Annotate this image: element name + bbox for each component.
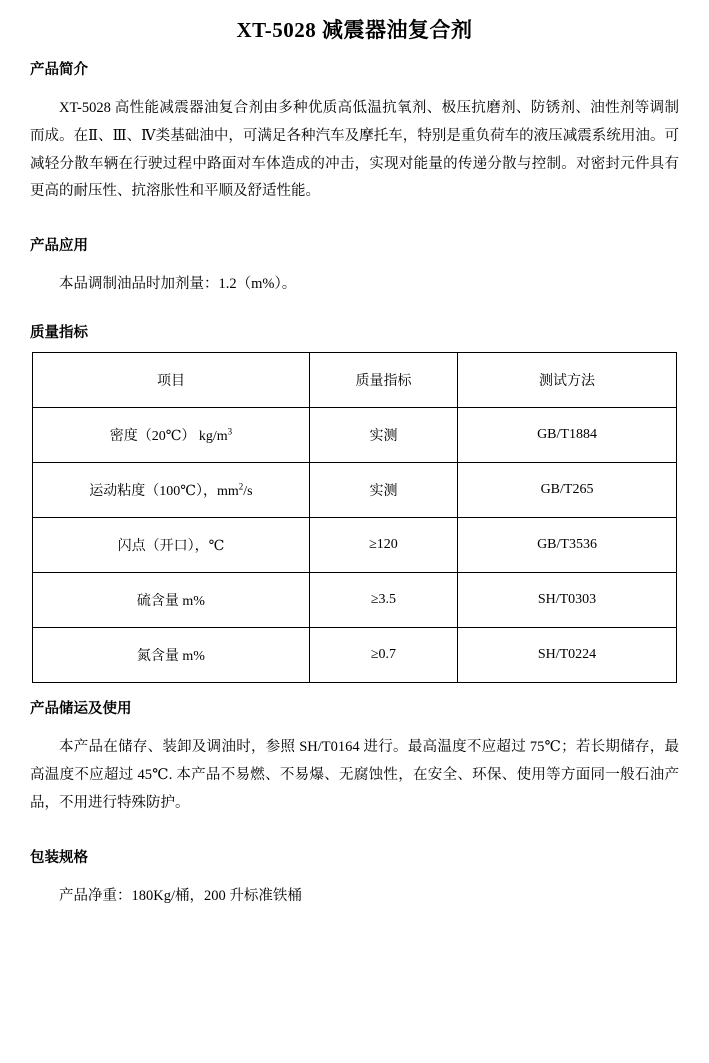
section-heading-quality: 质量指标 — [30, 325, 88, 342]
table-row — [33, 518, 677, 573]
table-row — [33, 573, 677, 628]
cell-index: ≥3.5 — [309, 573, 457, 628]
cell-item-suffix: /s — [243, 484, 253, 500]
cell-item — [33, 518, 310, 573]
column-header-index: 质量指标 — [309, 353, 457, 408]
cell-item — [33, 463, 310, 518]
table-row — [33, 463, 677, 518]
cell-item — [33, 408, 310, 463]
cell-item-text: 闪点（开口），℃ — [117, 539, 225, 555]
cell-item-sup: 3 — [227, 426, 233, 437]
packaging-paragraph: 产品净重：180Kg/桶，200 升标准铁桶 — [59, 887, 302, 904]
intro-paragraph: XT-5028 高性能减震器油复合剂由多种优质高低温抗氧剂、极压抗磨剂、防锈剂、油性剂等调制而成。在Ⅱ、Ⅲ、Ⅳ类基础油中，可满足各种汽车及摩托车，特别是重负荷车的液压减震系统用油。可减轻分散车辆在行驶过程中路面对车体造成的冲击，实现对能量的传递分散与控制。对密封元件具有更高的耐压性、抗溶胀性和平顺及舒适性能。 — [30, 100, 679, 200]
cell-item-text: 密度（20℃） kg/m — [109, 429, 228, 445]
cell-index: 实测 — [309, 463, 457, 518]
column-header-method: 测试方法 — [458, 353, 677, 408]
section-heading-packaging: 包装规格 — [30, 849, 88, 866]
cell-method: SH/T0224 — [458, 628, 677, 683]
storage-paragraph: 本产品在储存、装卸及调油时，参照 SH/T0164 进行。最高温度不应超过 75℃；若长期储存，最高温度不应超过 45℃. 本产品不易燃、不易爆、无腐蚀性，在安全、环保、使用等方面同一般石油产品，不用进行特殊防护。 — [30, 739, 679, 811]
cell-index: ≥0.7 — [309, 628, 457, 683]
cell-method: GB/T1884 — [458, 408, 677, 463]
cell-item-text: 硫含量 m% — [136, 594, 205, 610]
cell-method: GB/T265 — [458, 463, 677, 518]
section-heading-application: 产品应用 — [30, 238, 88, 255]
cell-item-sup: 2 — [238, 481, 244, 492]
table-row — [33, 408, 677, 463]
section-heading-storage: 产品储运及使用 — [30, 701, 132, 718]
table-row — [33, 628, 677, 683]
cell-item — [33, 573, 310, 628]
table-header-row — [33, 353, 677, 408]
section-heading-intro: 产品简介 — [30, 62, 88, 78]
cell-item-text: 氮含量 m% — [136, 649, 205, 665]
cell-index: ≥120 — [309, 518, 457, 573]
page-title: XT-5028 减震器油复合剂 — [236, 18, 473, 42]
cell-index: 实测 — [309, 408, 457, 463]
specification-table — [32, 352, 677, 683]
cell-item-text: 运动粘度（100℃），mm — [89, 484, 239, 500]
cell-method: SH/T0303 — [458, 573, 677, 628]
cell-item — [33, 628, 310, 683]
cell-method: GB/T3536 — [458, 518, 677, 573]
column-header-item: 项目 — [33, 353, 310, 408]
application-paragraph: 本品调制油品时加剂量：1.2（m%）。 — [59, 276, 297, 293]
